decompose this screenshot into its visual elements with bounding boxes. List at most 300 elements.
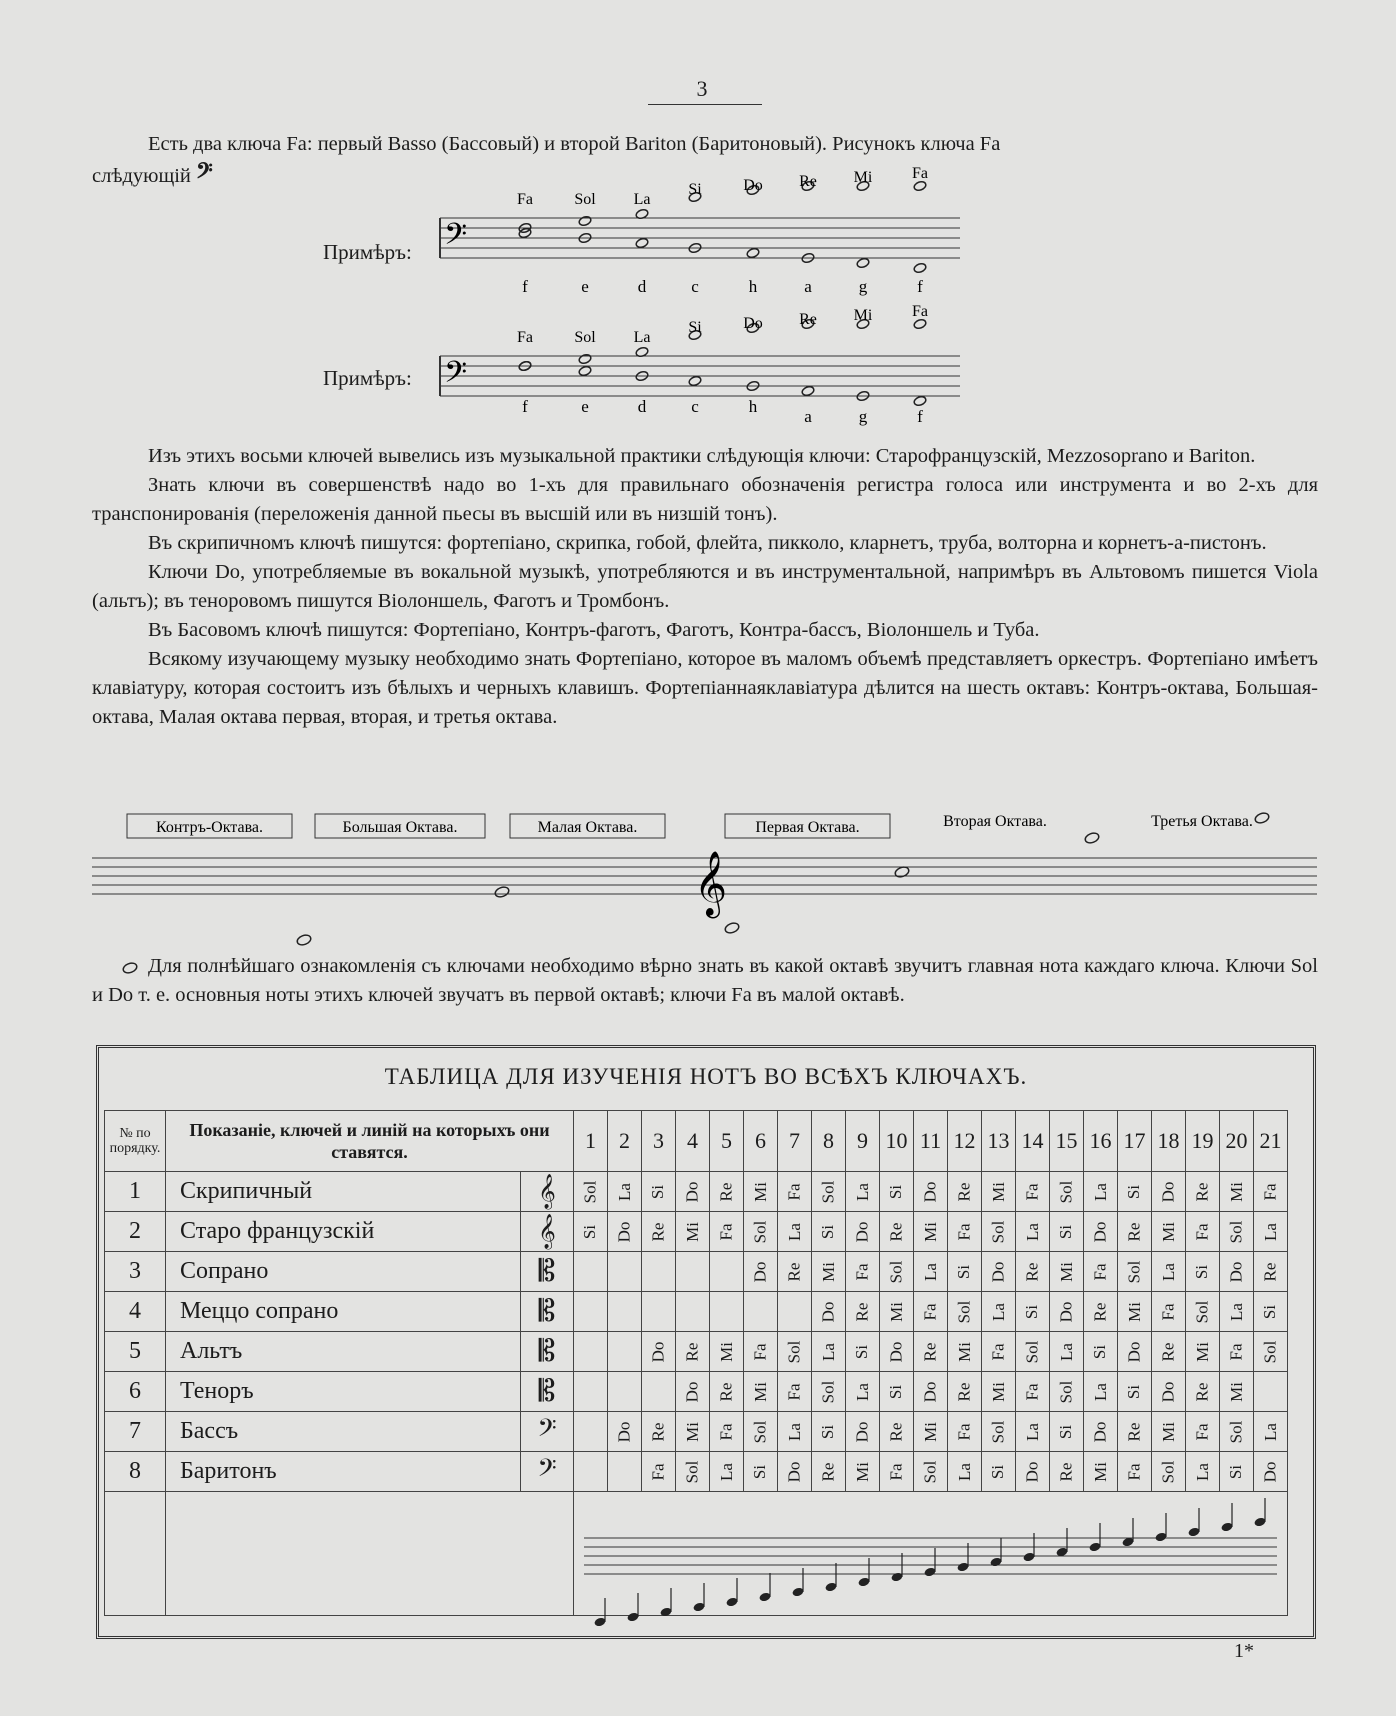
note-cell xyxy=(1084,1372,1118,1412)
note-cell xyxy=(812,1172,846,1212)
note-label: Do xyxy=(1124,1341,1144,1362)
note-cell xyxy=(1118,1332,1152,1372)
note-cell xyxy=(1186,1252,1220,1292)
clef-icon: 𝄞 xyxy=(521,1172,574,1212)
note-cell xyxy=(1152,1212,1186,1252)
table-note-staff xyxy=(584,1492,1277,1610)
row-number: 3 xyxy=(105,1252,166,1292)
note-cell xyxy=(744,1252,778,1292)
note-head xyxy=(856,257,870,269)
note-cell xyxy=(812,1412,846,1452)
note-cell xyxy=(1254,1372,1288,1412)
note-label: Re xyxy=(648,1222,668,1241)
note-cell xyxy=(676,1252,710,1292)
clef-icon: 𝄡 xyxy=(521,1332,574,1372)
note-cell xyxy=(914,1372,948,1412)
note-label: Sol xyxy=(784,1340,804,1363)
note-cell xyxy=(1152,1252,1186,1292)
note-cell xyxy=(812,1252,846,1292)
empty-cell xyxy=(166,1492,574,1616)
note-label: Fa xyxy=(1090,1263,1110,1280)
note-label: Fa xyxy=(1192,1223,1212,1240)
paragraph-6: Всякому изучающему музыку необходимо знать Фортепіано, которое въ маломъ объемѣ представляетъ оркестръ. Фортепіано имѣетъ клавіатуру, которая состоитъ изъ бѣлыхъ и черныхъ клавишъ. Фортепіаннаяклавіатура дѣлится на шесть октавъ: Контръ-октава, Большая-октава, Малая октава первая, вторая, и третья октава. xyxy=(92,648,1318,728)
note-label: Si xyxy=(1090,1344,1110,1359)
note-cell xyxy=(846,1412,880,1452)
note-cell xyxy=(1050,1452,1084,1492)
note-label: Si xyxy=(886,1184,906,1199)
column-number: 13 xyxy=(982,1111,1016,1172)
clef-name: Теноръ xyxy=(166,1372,521,1412)
column-number: 6 xyxy=(744,1111,778,1172)
note-cell xyxy=(676,1452,710,1492)
note-cell xyxy=(744,1452,778,1492)
table-title: ТАБЛИЦА ДЛЯ ИЗУЧЕНІЯ НОТЪ ВО ВСѢХЪ КЛЮЧАХЪ. xyxy=(384,1064,1028,1089)
note-label: Si xyxy=(1226,1464,1246,1479)
table-row xyxy=(105,1332,1288,1372)
note-cell xyxy=(1220,1172,1254,1212)
note-cell xyxy=(744,1292,778,1332)
note-letter: e xyxy=(581,277,589,296)
row-number: 8 xyxy=(105,1452,166,1492)
paragraph-3: Въ скрипичномъ ключѣ пишутся: фортепіано, скрипка, гобой, флейта, пикколо, кларнетъ, труба, волторна и корнетъ-а-пистонъ. xyxy=(148,532,1267,554)
table-row xyxy=(105,1452,1288,1492)
note-cell xyxy=(914,1252,948,1292)
note-cell xyxy=(948,1172,982,1212)
bass-clef-glyph: 𝄢 xyxy=(444,356,468,397)
note-label: Sol xyxy=(954,1300,974,1323)
note-cell xyxy=(914,1172,948,1212)
table-row xyxy=(105,1212,1288,1252)
note-cell xyxy=(1220,1452,1254,1492)
column-number: 3 xyxy=(642,1111,676,1172)
note-label: La xyxy=(1260,1222,1280,1241)
note-label: Sol xyxy=(886,1260,906,1283)
body-paragraphs xyxy=(92,442,1318,732)
column-number: 19 xyxy=(1186,1111,1220,1172)
note-cell xyxy=(982,1252,1016,1292)
clef-icon: 𝄞 xyxy=(521,1212,574,1252)
note-cell xyxy=(1186,1412,1220,1452)
note-name: Sol xyxy=(574,329,596,346)
note-cell xyxy=(608,1252,642,1292)
note-name: La xyxy=(633,329,651,346)
note-cell xyxy=(574,1452,608,1492)
note-label: Sol xyxy=(750,1220,770,1243)
note-label: Re xyxy=(784,1262,804,1281)
note-cell xyxy=(1220,1252,1254,1292)
example-2-label: Примѣръ: xyxy=(323,366,412,390)
note-cell xyxy=(1152,1332,1186,1372)
note-label: Sol xyxy=(1226,1420,1246,1443)
note-cell xyxy=(1220,1292,1254,1332)
note-cell xyxy=(1186,1212,1220,1252)
upper-note-head xyxy=(578,353,592,365)
note-cell xyxy=(1050,1332,1084,1372)
note-cell xyxy=(574,1412,608,1452)
note-label: Sol xyxy=(682,1460,702,1483)
note-letter: f xyxy=(917,277,923,296)
note-letter: f xyxy=(522,277,528,296)
note-letter: g xyxy=(858,407,868,426)
note-label: Si xyxy=(988,1464,1008,1479)
note-cell xyxy=(982,1372,1016,1412)
note-cell xyxy=(676,1412,710,1452)
note-cell xyxy=(914,1452,948,1492)
note-cell xyxy=(982,1452,1016,1492)
treble-clef-glyph: 𝄞 xyxy=(694,851,728,916)
note-label: Do xyxy=(1158,1181,1178,1202)
note-cell xyxy=(1254,1212,1288,1252)
note-label: Mi xyxy=(920,1221,940,1242)
note-label: La xyxy=(818,1342,838,1361)
table-row xyxy=(105,1292,1288,1332)
row-number: 1 xyxy=(105,1172,166,1212)
note-label: Mi xyxy=(1158,1221,1178,1242)
note-staff-cell xyxy=(574,1492,1288,1616)
note-cell xyxy=(880,1212,914,1252)
note-label: Do xyxy=(1260,1461,1280,1482)
clef-icon: 𝄡 xyxy=(521,1292,574,1332)
octave-label: Контръ-Октава. xyxy=(155,819,264,836)
note-cell xyxy=(676,1372,710,1412)
note-label: Sol xyxy=(818,1180,838,1203)
note-label: Mi xyxy=(988,1181,1008,1202)
bass-clef-icon: 𝄢 xyxy=(196,159,213,188)
note-label: Sol xyxy=(580,1180,600,1203)
note-cell xyxy=(744,1332,778,1372)
note-label: Sol xyxy=(1226,1220,1246,1243)
note-letter: e xyxy=(581,397,589,416)
octave-label: Первая Октава. xyxy=(755,819,860,836)
note-cell xyxy=(812,1372,846,1412)
note-cell xyxy=(1016,1292,1050,1332)
note-label: Mi xyxy=(1124,1301,1144,1322)
note-cell xyxy=(574,1292,608,1332)
note-label: Si xyxy=(852,1344,872,1359)
note-cell xyxy=(812,1452,846,1492)
note-cell xyxy=(1152,1292,1186,1332)
note-cell xyxy=(1084,1212,1118,1252)
note-label: Do xyxy=(750,1261,770,1282)
note-label: La xyxy=(1022,1222,1042,1241)
note-head xyxy=(578,365,592,377)
note-cell xyxy=(914,1412,948,1452)
note-label: Re xyxy=(852,1302,872,1321)
bass-clef-glyph: 𝄢 xyxy=(444,218,468,259)
octave-label: Большая Октава. xyxy=(342,819,458,836)
note-label: Fa xyxy=(750,1343,770,1360)
note-label: Do xyxy=(784,1461,804,1482)
note-label: Fa xyxy=(954,1223,974,1240)
note-label: Do xyxy=(920,1381,940,1402)
note-cell xyxy=(1118,1372,1152,1412)
note-letter: f xyxy=(522,397,528,416)
column-number: 4 xyxy=(676,1111,710,1172)
note-label: La xyxy=(852,1182,872,1201)
note-label: La xyxy=(954,1462,974,1481)
note-label: Do xyxy=(1022,1461,1042,1482)
note-cell xyxy=(608,1172,642,1212)
note-cell xyxy=(1084,1172,1118,1212)
note-cell xyxy=(778,1172,812,1212)
note-cell xyxy=(574,1172,608,1212)
note-label: Do xyxy=(920,1181,940,1202)
note-cell xyxy=(1186,1372,1220,1412)
note-label: Re xyxy=(1260,1262,1280,1281)
table-row xyxy=(105,1252,1288,1292)
note-cell xyxy=(642,1332,676,1372)
note-cell xyxy=(846,1292,880,1332)
note-label: Fa xyxy=(716,1223,736,1240)
note-cell xyxy=(1186,1292,1220,1332)
note-label: Do xyxy=(648,1341,668,1362)
note-cell xyxy=(948,1412,982,1452)
note-head xyxy=(688,375,702,387)
note-name: Re xyxy=(799,311,817,328)
note-cell xyxy=(1050,1412,1084,1452)
note-label: Si xyxy=(1056,1224,1076,1239)
note-label: Fa xyxy=(954,1423,974,1440)
note-label: La xyxy=(1022,1422,1042,1441)
note-letter: c xyxy=(691,277,699,296)
note-name: Fa xyxy=(912,165,928,182)
note-cell xyxy=(1152,1372,1186,1412)
note-cell xyxy=(1220,1332,1254,1372)
note-cell xyxy=(948,1212,982,1252)
note-label: Si xyxy=(1260,1304,1280,1319)
note-cell xyxy=(710,1372,744,1412)
note-cell xyxy=(1016,1372,1050,1412)
note-cell xyxy=(1152,1452,1186,1492)
note-label: Si xyxy=(1056,1424,1076,1439)
note-label: Fa xyxy=(784,1183,804,1200)
note-label: La xyxy=(1056,1342,1076,1361)
note-cell xyxy=(642,1292,676,1332)
note-cell xyxy=(608,1372,642,1412)
column-number: 12 xyxy=(948,1111,982,1172)
note-label: Mi xyxy=(716,1341,736,1362)
note-cell xyxy=(710,1292,744,1332)
note-label: Re xyxy=(1090,1302,1110,1321)
note-label: Fa xyxy=(1226,1343,1246,1360)
clef-name: Меццо сопрано xyxy=(166,1292,521,1332)
note-cell xyxy=(744,1212,778,1252)
note-label: Do xyxy=(1226,1261,1246,1282)
note-label: Mi xyxy=(750,1381,770,1402)
note-label: La xyxy=(920,1262,940,1281)
table-header-row xyxy=(105,1111,1288,1172)
note-cell xyxy=(778,1412,812,1452)
note-cell xyxy=(710,1212,744,1252)
note-label: Si xyxy=(954,1264,974,1279)
note-cell xyxy=(778,1212,812,1252)
note-label: Si xyxy=(1192,1264,1212,1279)
note-label: Fa xyxy=(1260,1183,1280,1200)
note-cell xyxy=(1118,1172,1152,1212)
note-letter: a xyxy=(804,407,812,426)
note-label: Mi xyxy=(818,1261,838,1282)
note-cell xyxy=(1016,1212,1050,1252)
note-label: Sol xyxy=(988,1220,1008,1243)
clef-name: Бассъ xyxy=(166,1412,521,1452)
note-label: Mi xyxy=(1158,1421,1178,1442)
note-cell xyxy=(982,1172,1016,1212)
row-number: 6 xyxy=(105,1372,166,1412)
note-cell xyxy=(1118,1452,1152,1492)
clef-table xyxy=(104,1110,1288,1616)
note-name: La xyxy=(633,191,651,208)
note-cell xyxy=(608,1452,642,1492)
note-label: Si xyxy=(886,1384,906,1399)
column-number: 17 xyxy=(1118,1111,1152,1172)
note-cell xyxy=(608,1212,642,1252)
note-label: Re xyxy=(886,1422,906,1441)
note-label: Fa xyxy=(716,1423,736,1440)
example-1-staff xyxy=(430,165,970,300)
upper-note-head xyxy=(578,215,592,227)
octave-label: Вторая Октава. xyxy=(943,813,1047,830)
note-label: Do xyxy=(682,1381,702,1402)
note-label: Do xyxy=(852,1221,872,1242)
note-label: La xyxy=(1260,1422,1280,1441)
note-head xyxy=(635,237,649,249)
note-cell xyxy=(1152,1412,1186,1452)
note-cell xyxy=(1050,1212,1084,1252)
octave-note xyxy=(724,921,740,934)
note-cell xyxy=(608,1292,642,1332)
note-cell xyxy=(676,1332,710,1372)
note-cell xyxy=(982,1212,1016,1252)
note-label: Fa xyxy=(1192,1423,1212,1440)
note-cell xyxy=(642,1452,676,1492)
note-cell xyxy=(642,1212,676,1252)
note-cell xyxy=(880,1332,914,1372)
note-label: Mi xyxy=(920,1421,940,1442)
table-row xyxy=(105,1412,1288,1452)
note-label: Re xyxy=(818,1462,838,1481)
staff-row xyxy=(105,1492,1288,1616)
note-cell xyxy=(676,1212,710,1252)
note-name: Do xyxy=(743,177,763,194)
note-cell xyxy=(948,1372,982,1412)
note-cell xyxy=(1016,1412,1050,1452)
note-label: Si xyxy=(818,1424,838,1439)
note-cell xyxy=(642,1172,676,1212)
note-name: Mi xyxy=(853,307,873,324)
page-number: 3 xyxy=(696,76,708,101)
column-number: 8 xyxy=(812,1111,846,1172)
note-cell xyxy=(778,1452,812,1492)
note-cell xyxy=(812,1292,846,1332)
note-label: La xyxy=(1192,1462,1212,1481)
paragraph-4: Ключи Do, употребляемые въ вокальной музыкѣ, употребляются и въ инструментальной, напримѣръ въ Альтовомъ пишется Viola (альтъ); въ теноровомъ пишутся Віолоншель, Фаготъ и Тромбонъ. xyxy=(92,561,1318,612)
note-label: Do xyxy=(1056,1301,1076,1322)
note-cell xyxy=(744,1372,778,1412)
note-letter: g xyxy=(858,277,868,296)
note-cell xyxy=(1186,1332,1220,1372)
note-cell xyxy=(846,1372,880,1412)
note-cell xyxy=(1152,1172,1186,1212)
column-number: 20 xyxy=(1220,1111,1254,1172)
table-row xyxy=(105,1172,1288,1212)
note-label: Mi xyxy=(954,1341,974,1362)
note-name: Re xyxy=(799,173,817,190)
note-name: Mi xyxy=(853,169,873,186)
note-cell xyxy=(778,1372,812,1412)
octave-note xyxy=(1084,831,1100,844)
column-number: 18 xyxy=(1152,1111,1186,1172)
note-label: Re xyxy=(954,1182,974,1201)
intro-line-2-text: слѣдующій xyxy=(92,165,191,187)
note-label: Re xyxy=(648,1422,668,1441)
note-label: La xyxy=(716,1462,736,1481)
header-desc: Показаніе, ключей и линій на которыхъ они ставятся. xyxy=(166,1111,574,1172)
note-label: Re xyxy=(954,1382,974,1401)
table-row xyxy=(105,1372,1288,1412)
note-label: Do xyxy=(1090,1221,1110,1242)
note-cell xyxy=(880,1372,914,1412)
note-cell xyxy=(914,1332,948,1372)
paragraph-7: Для полнѣйшаго ознакомленія съ ключами необходимо вѣрно знать въ какой октавѣ звучитъ главная нота каждаго ключа. Ключи Sol и Do т. е. основныя ноты этихъ ключей звучатъ въ первой октавѣ; ключи Fa въ малой октавѣ. xyxy=(92,955,1318,1006)
note-cell xyxy=(982,1412,1016,1452)
octave-note xyxy=(296,933,312,946)
column-number: 16 xyxy=(1084,1111,1118,1172)
note-cell xyxy=(846,1212,880,1252)
note-cell xyxy=(744,1172,778,1212)
note-cell xyxy=(880,1172,914,1212)
note-cell xyxy=(574,1212,608,1252)
example-2-staff xyxy=(430,303,970,436)
page-number-rule xyxy=(648,104,762,105)
column-number: 21 xyxy=(1254,1111,1288,1172)
octave-diagram xyxy=(92,810,1322,950)
note-cell xyxy=(846,1172,880,1212)
note-label: Re xyxy=(1124,1422,1144,1441)
note-cell xyxy=(1016,1172,1050,1212)
note-label: Mi xyxy=(682,1221,702,1242)
column-number: 2 xyxy=(608,1111,642,1172)
note-label: Mi xyxy=(1192,1341,1212,1362)
note-label: Re xyxy=(886,1222,906,1241)
clef-name: Альтъ xyxy=(166,1332,521,1372)
note-cell xyxy=(880,1292,914,1332)
note-letter: d xyxy=(637,277,647,296)
column-number: 1 xyxy=(574,1111,608,1172)
note-label: Do xyxy=(614,1221,634,1242)
note-cell xyxy=(1254,1252,1288,1292)
note-label: Sol xyxy=(988,1420,1008,1443)
note-cell xyxy=(1050,1292,1084,1332)
note-letter: f xyxy=(917,407,923,426)
note-label: Fa xyxy=(988,1343,1008,1360)
note-head xyxy=(746,247,760,259)
note-label: Fa xyxy=(784,1383,804,1400)
note-cell xyxy=(1050,1252,1084,1292)
column-number: 15 xyxy=(1050,1111,1084,1172)
note-label: Do xyxy=(988,1261,1008,1282)
note-cell xyxy=(948,1292,982,1332)
note-cell xyxy=(1118,1252,1152,1292)
note-label: Fa xyxy=(1124,1463,1144,1480)
note-letter: h xyxy=(748,397,758,416)
octave-label: Малая Октава. xyxy=(537,819,638,836)
example-1-label: Примѣръ: xyxy=(323,240,412,264)
note-cell xyxy=(642,1412,676,1452)
paragraph-after-diagram xyxy=(92,952,1318,1010)
note-label: Re xyxy=(1192,1382,1212,1401)
note-cell xyxy=(1220,1212,1254,1252)
note-cell xyxy=(812,1212,846,1252)
